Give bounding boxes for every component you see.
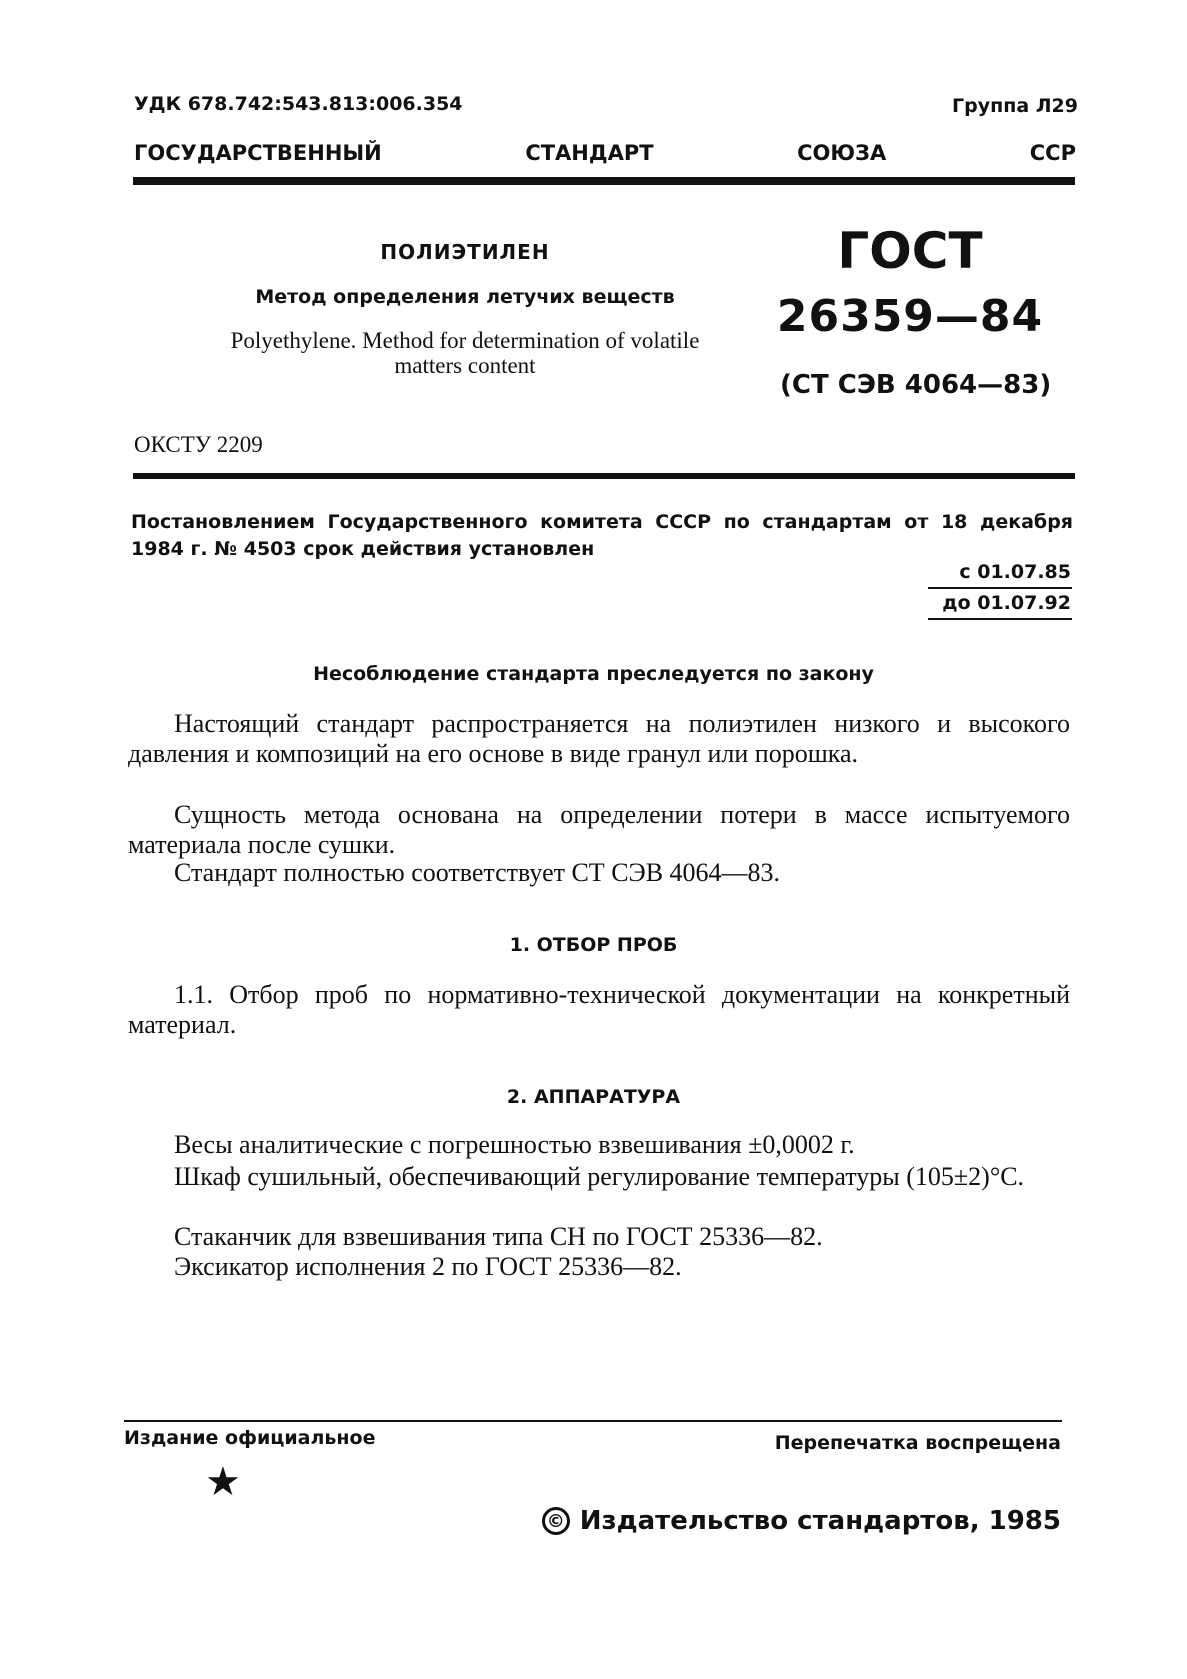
section-paragraph: 1.1. Отбор проб по нормативно-технической документации на конкретный материал. (128, 980, 1070, 1039)
document-title: ПОЛИЭТИЛЕН (380, 240, 550, 264)
cmea-reference: (СТ СЭВ 4064—83) (780, 370, 1052, 400)
state-standard-banner (134, 141, 1076, 165)
section-heading: 2. АППАРАТУРА (506, 1086, 681, 1108)
udk-code: УДК 678.742:543.813:006.354 (134, 93, 463, 115)
validity-from-underline (928, 587, 1072, 589)
banner-word: СОЮЗА (797, 141, 887, 165)
validity-to: до 01.07.92 (942, 592, 1071, 614)
gost-label: ГОСТ (837, 222, 983, 280)
intro-paragraph: Стандарт полностью соответствует СТ СЭВ 4064—83. (174, 858, 781, 887)
star-icon: ★ (205, 1459, 241, 1505)
section-paragraph: Шкаф сушильный, обеспечивающий регулирование температуры (105±2)°С. (174, 1162, 1025, 1191)
oksts-code: ОКСТУ 2209 (134, 432, 263, 457)
footer-divider (124, 1420, 1062, 1422)
section-paragraph: Стаканчик для взвешивания типа СН по ГОСТ 25336—82. (174, 1222, 823, 1251)
group-code: Группа Л29 (951, 95, 1078, 117)
section-paragraph: Весы аналитические с погрешностью взвешивания ±0,0002 г. (174, 1130, 855, 1159)
section-heading: 1. ОТБОР ПРОБ (509, 934, 678, 956)
section-paragraph: Эксикатор исполнения 2 по ГОСТ 25336—82. (174, 1252, 682, 1281)
reprint-prohibited-label: Перепечатка воспрещена (774, 1432, 1061, 1454)
validity-from: с 01.07.85 (959, 561, 1071, 583)
intro-paragraph: Настоящий стандарт распространяется на полиэтилен низкого и высокого давления и композиций на его основе в виде гранул или порошка. (128, 709, 1070, 768)
publisher-text: Издательство стандартов, 1985 (579, 1506, 1061, 1536)
intro-paragraph: Сущность метода основана на определении потери в массе испытуемого материала после сушки. (128, 800, 1070, 859)
english-title: Polyethylene. Method for determination of volatile matters content (230, 328, 700, 378)
document-subtitle: Метод определения летучих веществ (255, 286, 675, 308)
banner-word: ССР (1029, 141, 1076, 165)
legal-warning: Несоблюдение стандарта преследуется по закону (313, 663, 874, 685)
title-block (200, 240, 730, 378)
official-edition-label: Издание официальное (124, 1427, 376, 1449)
validity-to-underline (928, 618, 1072, 620)
decree-text: Постановлением Государственного комитета СССР по стандартам от 18 декабря 1984 г. № 4503 срок действия установлен (131, 511, 1073, 560)
middle-divider (133, 473, 1075, 479)
copyright-icon: © (542, 1507, 570, 1535)
gost-designation (760, 224, 1060, 344)
publisher-line (542, 1506, 1061, 1536)
banner-word: СТАНДАРТ (525, 141, 654, 165)
top-divider (133, 177, 1075, 185)
banner-word: ГОСУДАРСТВЕННЫЙ (134, 141, 382, 165)
gost-number: 26359—84 (776, 291, 1044, 342)
